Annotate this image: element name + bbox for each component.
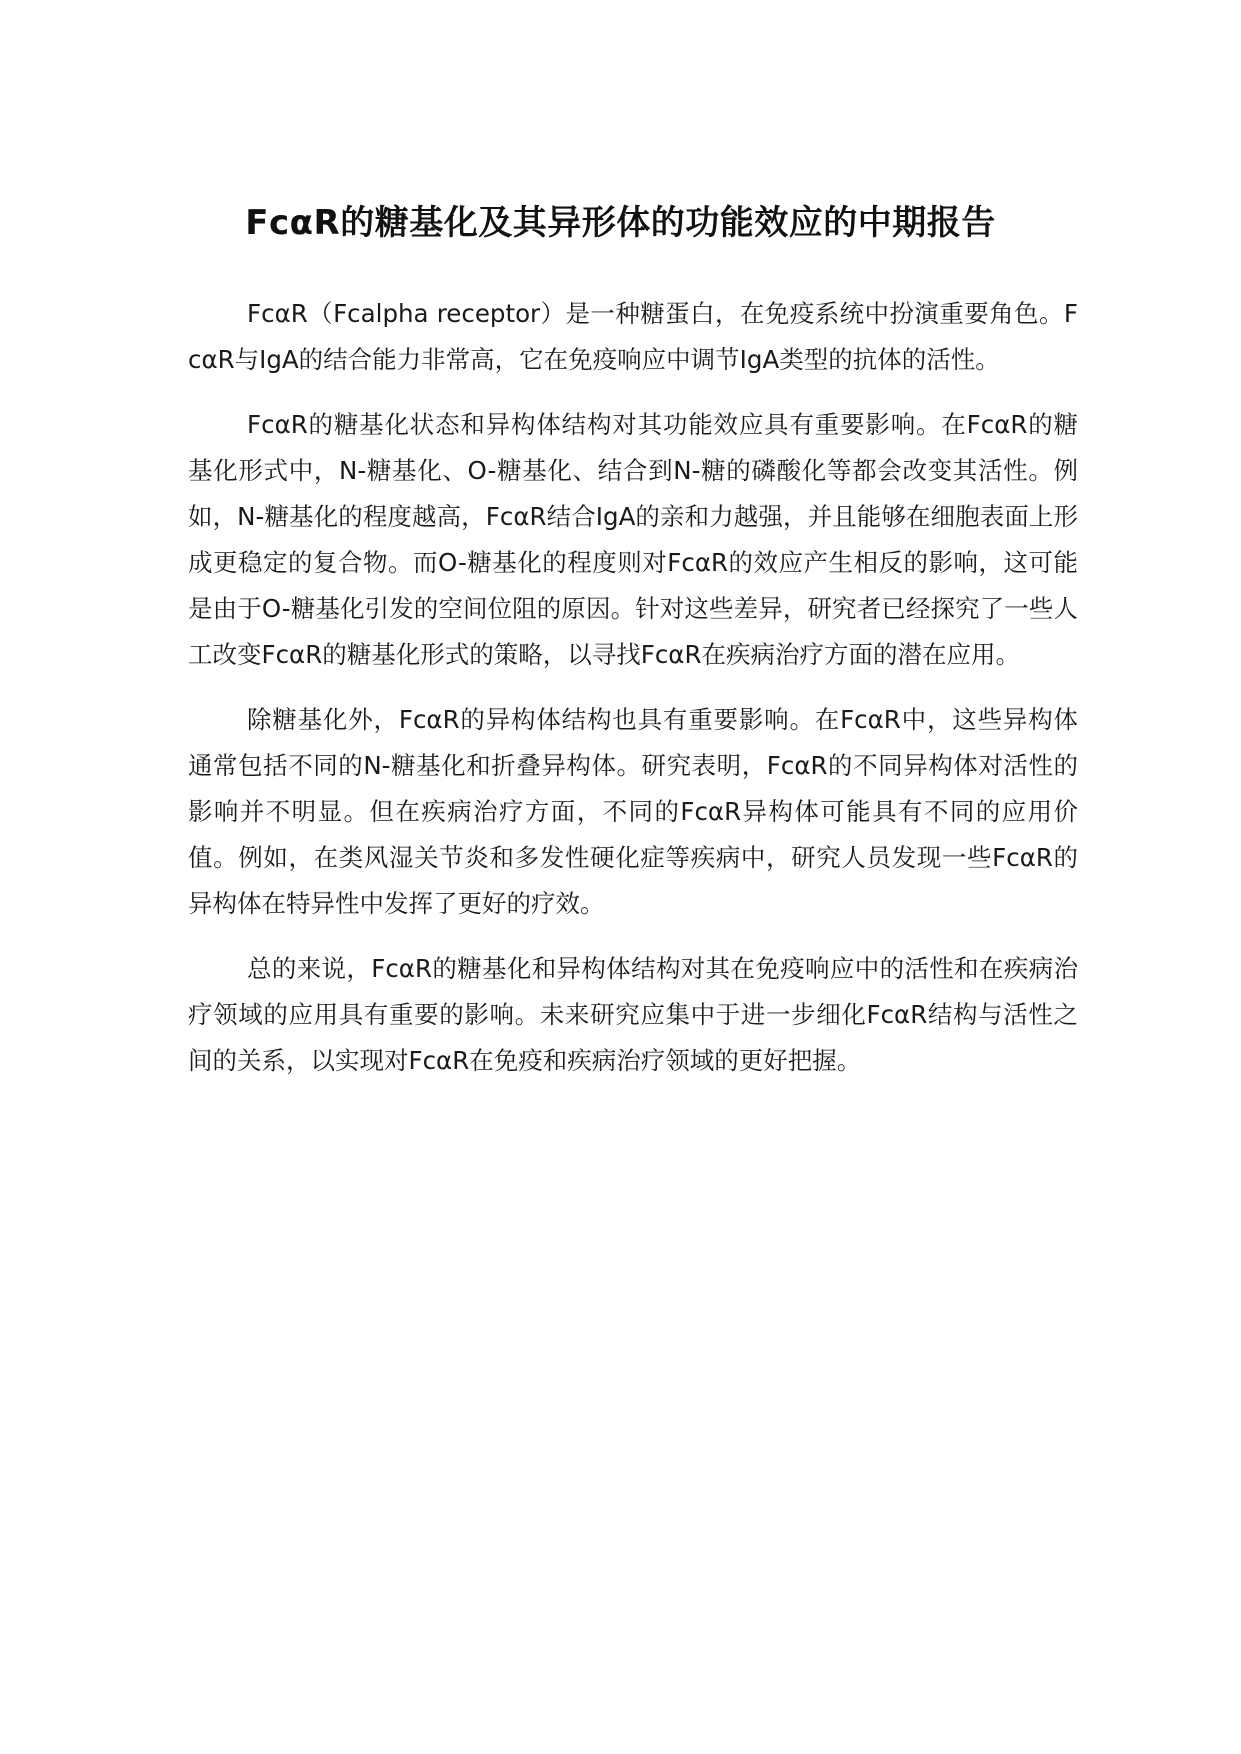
paragraph-intro: FcαR（Fcalpha receptor）是一种糖蛋白，在免疫系统中扮演重要角色。FcαR与IgA的结合能力非常高，它在免疫响应中调节IgA类型的抗体的活性。	[188, 299, 1078, 374]
document-body	[188, 291, 1078, 1103]
paragraph-conclusion: 总的来说，FcαR的糖基化和异构体结构对其在免疫响应中的活性和在疾病治疗领域的应用具有重要的影响。未来研究应集中于进一步细化FcαR结构与活性之间的关系，以实现对FcαR在免疫和疾病治疗领域的更好把握。	[188, 954, 1078, 1075]
paragraph-glycosylation: FcαR的糖基化状态和异构体结构对其功能效应具有重要影响。在FcαR的糖基化形式中，N-糖基化、O-糖基化、结合到N-糖的磷酸化等都会改变其活性。例如，N-糖基化的程度越高，FcαR结合IgA的亲和力越强，并且能够在细胞表面上形成更稳定的复合物。而O-糖基化的程度则对FcαR的效应产生相反的影响，这可能是由于O-糖基化引发的空间位阻的原因。针对这些差异，研究者已经探究了一些人工改变FcαR的糖基化形式的策略，以寻找FcαR在疾病治疗方面的潜在应用。	[188, 410, 1078, 669]
document-title: FcαR的糖基化及其异形体的功能效应的中期报告	[245, 202, 996, 243]
paragraph-isoforms: 除糖基化外，FcαR的异构体结构也具有重要影响。在FcαR中，这些异构体通常包括不同的N-糖基化和折叠异构体。研究表明，FcαR的不同异构体对活性的影响并不明显。但在疾病治疗方面，不同的FcαR异构体可能具有不同的应用价值。例如，在类风湿关节炎和多发性硬化症等疾病中，研究人员发现一些FcαR的异构体在特异性中发挥了更好的疗效。	[188, 705, 1078, 918]
